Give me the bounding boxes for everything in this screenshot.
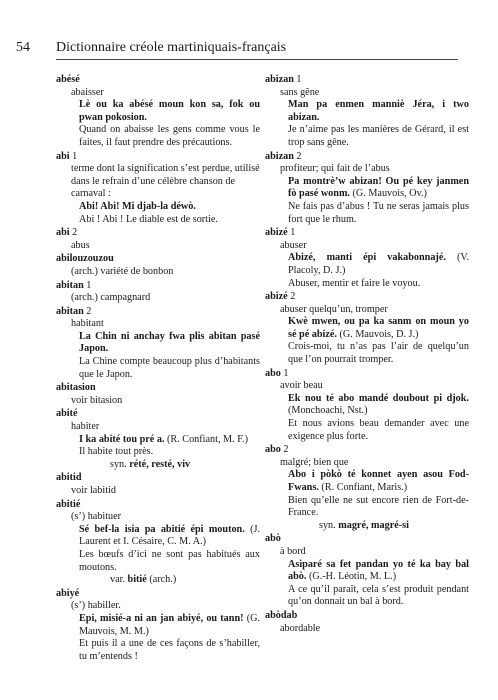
example-creole [56, 99, 260, 124]
headword [56, 499, 260, 512]
headword-text: abitan [56, 305, 84, 317]
dictionary-entry [265, 610, 469, 635]
gloss: abuser quelqu’un, tromper [280, 303, 388, 315]
headword [265, 74, 469, 87]
headword [265, 610, 469, 623]
gloss: terme dont la signification s’est perdue, utilisé dans le refrain d’une célèbre chanson de carnaval : [71, 163, 260, 200]
gloss: voir labitid [71, 485, 116, 496]
example-creole [56, 434, 260, 447]
dictionary-entry [56, 74, 260, 150]
dictionary-entry [56, 382, 260, 407]
example-creole [56, 331, 260, 356]
gloss: malgré; bien que [280, 456, 349, 468]
example-creole [56, 524, 260, 549]
homonym-number: 2 [72, 227, 78, 239]
headword [56, 74, 260, 87]
page-header [16, 40, 458, 60]
synonym-words: rété, resté, viv [129, 458, 191, 470]
example-text: Asiparé sa fet pandan yo té ka bay bal abò. [288, 558, 469, 583]
gloss: à bord [280, 545, 306, 557]
example-translation: La Chine compte beaucoup plus d’habitants que le Japon. [79, 356, 260, 380]
example-translation: Quand on abaisse les gens comme vous le faites, il faut prendre des précautions. [79, 124, 260, 148]
homonym-number: 2 [296, 150, 302, 162]
example-creole [265, 176, 469, 201]
headword-text: abo [265, 444, 281, 456]
example-source: (V. Placoly, D. J.) [288, 252, 469, 276]
synonyms [265, 520, 469, 533]
gloss: avoir beau [280, 380, 323, 392]
page-number: 54 [16, 40, 30, 55]
gloss: abus [71, 239, 90, 251]
example-creole [265, 252, 469, 277]
example-text: Abi! Abi! Mi djab-la déwò. [79, 200, 196, 212]
headword [56, 472, 260, 485]
headword-text: abitié [56, 498, 81, 510]
example-text: Epi, misié-a ni an jan abiyé, ou tann! [79, 612, 244, 624]
dictionary-entry [56, 408, 260, 471]
gloss: (s’) habiller. [71, 600, 121, 612]
gloss: voir bitasion [71, 394, 123, 406]
headword-text: abò [265, 533, 281, 545]
example-translation: A ce qu’il paraît, cela s’est produit pendant qu’on donnait un bal à bord. [288, 583, 469, 608]
example-source: (G. Mauvois, D. J.) [336, 328, 419, 340]
homonym-number: 1 [86, 279, 92, 291]
dictionary-entry [265, 368, 469, 444]
headword-text: abésé [56, 74, 80, 85]
homonym-number: 1 [290, 227, 296, 239]
example-translation: Il habite tout près. [79, 446, 154, 458]
headword [265, 291, 469, 304]
dictionary-entry [265, 444, 469, 532]
headword-text: abité [56, 408, 78, 420]
example-source: (G. Mauvois, M. M.) [79, 612, 260, 637]
example-source: (Monchoachi, Nst.) [288, 405, 368, 417]
example-translation: Je n’aime pas les manières de Gérard, il est trop sans gêne. [288, 124, 469, 148]
example-creole [56, 613, 260, 638]
dictionary-entry [265, 74, 469, 150]
dictionary-entry [265, 533, 469, 609]
headword [56, 306, 260, 319]
headword-text: abiyé [56, 587, 80, 599]
example-text: Lè ou ka abésé moun kon sa, fok ou pwan pokosion. [79, 99, 260, 123]
homonym-number: 2 [86, 305, 92, 317]
headword [56, 588, 260, 601]
synonym-prefix: var. [110, 574, 128, 586]
example-text: Pa montrè’w abizan! Ou pé key janmen fò pasé wonm. [288, 175, 469, 200]
headword [265, 151, 469, 164]
example-creole [265, 316, 469, 341]
gloss: (arch.) campagnard [71, 292, 151, 304]
gloss: (arch.) variété de bonbon [71, 265, 174, 277]
example-translation: Abi ! Abi ! Le diable est de sortie. [79, 213, 218, 225]
headword [56, 408, 260, 421]
dictionary-entry [265, 227, 469, 290]
dictionary-entry [56, 499, 260, 587]
dictionary-entry [56, 253, 260, 278]
homonym-number: 1 [283, 367, 289, 379]
example-creole [265, 559, 469, 584]
homonym-number: 1 [296, 74, 302, 85]
dictionary-entry [265, 151, 469, 227]
example-text: Man pa enmen manniè Jéra, i two abizan. [288, 99, 469, 123]
example-text: Sé bef-la isia pa abitié épi mouton. [79, 523, 245, 535]
headword-text: abo [265, 367, 281, 379]
right-column [265, 74, 469, 636]
headword [265, 533, 469, 546]
dictionary-entry [56, 472, 260, 497]
example-text: Abo i pòkò té konnet ayen asou Fod-Fwans. [288, 469, 469, 493]
example-translation: Ne fais pas d’abus ! Tu ne seras jamais plus fort que le rhum. [288, 200, 469, 225]
gloss: sans gêne [280, 86, 320, 98]
headword-text: abòdab [265, 609, 298, 621]
example-translation: Les bœufs d’ici ne sont pas habitués aux moutons. [79, 548, 260, 573]
headword [56, 227, 260, 240]
headword [56, 253, 260, 266]
dictionary-entry [56, 280, 260, 305]
example-creole [265, 393, 469, 418]
headword [265, 227, 469, 240]
example-translation: Bien qu’elle ne sut encore rien de Fort-de-France. [288, 494, 469, 519]
dictionary-entry [56, 588, 260, 664]
headword-text: abilouzouzou [56, 253, 114, 265]
synonym-words: magré, magré-si [338, 519, 409, 531]
header-rule [56, 59, 458, 60]
example-text: Kwè mwen, ou pa ka sanm on moun yo sé pé abizé. [288, 316, 469, 340]
running-title: Dictionnaire créole martiniquais-français [56, 40, 287, 55]
headword-text: abitan [56, 279, 84, 291]
example-text: Ek nou té abo mandé doubout pi djok. [288, 392, 469, 404]
gloss: abordable [280, 622, 321, 634]
example-translation: Abuser, mentir et faire le voyou. [288, 277, 421, 289]
dictionary-entry [265, 291, 469, 367]
homonym-number: 1 [72, 150, 78, 162]
gloss: abaisser [71, 86, 104, 98]
example-source: (G.-H. Léotin, M. L.) [306, 571, 397, 583]
dictionary-entry [56, 151, 260, 227]
example-translation: Crois-moi, tu n’as pas l’air de quelqu’un que l’on pourrait tromper. [288, 341, 469, 366]
synonym-note: (arch.) [146, 574, 177, 586]
headword-text: abizan [265, 74, 294, 85]
synonyms [56, 574, 260, 587]
headword-text: abitasion [56, 382, 96, 394]
headword [265, 444, 469, 457]
headword-text: abi [56, 150, 70, 162]
example-source: (J. Laurent et I. Césaire, C. M. A.) [79, 523, 260, 548]
homonym-number: 2 [290, 291, 296, 303]
gloss: profiteur; qui fait de l’abus [280, 163, 390, 175]
example-creole [56, 201, 260, 214]
example-translation: Et puis il a une de ces façons de s’habiller, tu m’entends ! [79, 638, 260, 662]
example-creole [265, 469, 469, 494]
gloss: habiter [71, 421, 100, 433]
headword-text: abi [56, 227, 70, 239]
example-text: La Chin ni anchay fwa plis abitan pasé Japon. [79, 330, 260, 355]
headword-text: abizé [265, 227, 288, 239]
gloss: (s’) habituer [71, 511, 122, 523]
example-source: (R. Confiant, Maris.) [318, 482, 408, 493]
example-creole [265, 99, 469, 124]
example-text: Abizé, manti épi vakabonnajé. [288, 252, 446, 264]
gloss: habitant [71, 318, 104, 330]
headword [265, 368, 469, 381]
headword-text: abizan [265, 150, 294, 162]
dictionary-entry [56, 306, 260, 382]
homonym-number: 2 [283, 444, 289, 456]
headword-text: abizé [265, 291, 288, 303]
headword [56, 280, 260, 293]
headword-text: abitid [56, 472, 82, 484]
headword [56, 151, 260, 164]
example-source: (G. Mauvois, Ov.) [349, 188, 427, 200]
left-column [56, 74, 260, 664]
example-translation: Et nous avions beau demander avec une exigence plus forte. [288, 418, 469, 442]
gloss: abuser [280, 239, 307, 251]
example-text: I ka abité tou pré a. [79, 433, 165, 445]
synonym-prefix: syn. [319, 519, 339, 531]
headword [56, 382, 260, 395]
example-source: (R. Confiant, M. F.) [164, 433, 248, 445]
synonyms [56, 459, 260, 472]
dictionary-entry [56, 227, 260, 252]
synonym-prefix: syn. [110, 458, 130, 470]
synonym-words: bitié [127, 574, 147, 586]
